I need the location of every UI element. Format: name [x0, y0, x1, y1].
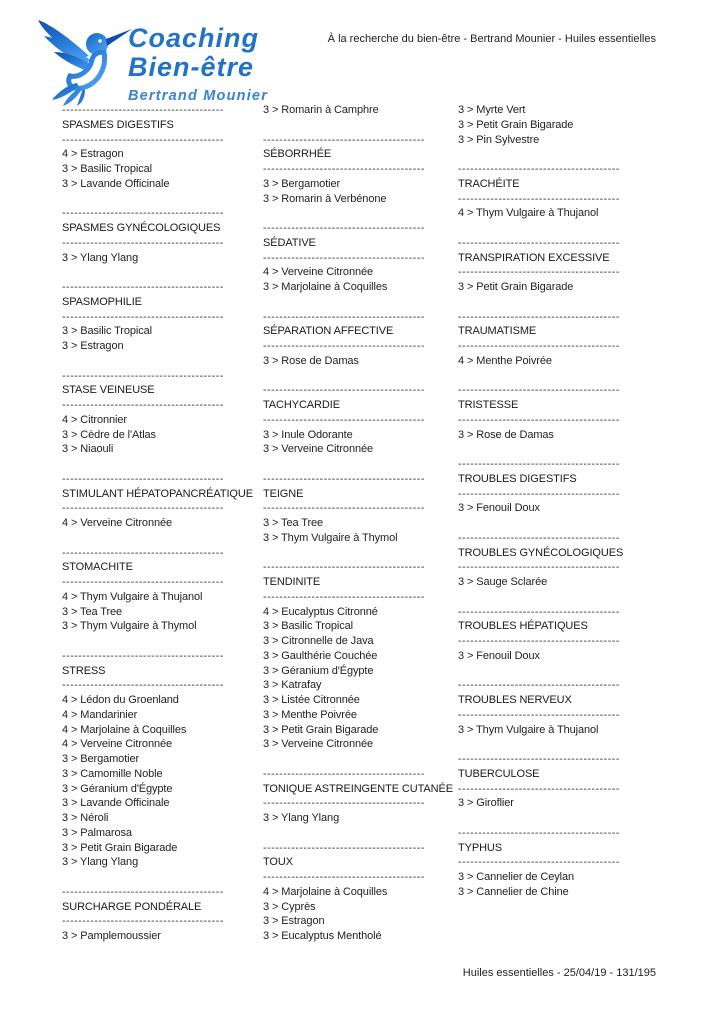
spacer-line [263, 826, 463, 841]
spacer-line [458, 811, 658, 826]
section-divider: ---------------------------------------- [62, 679, 224, 692]
remedy-line: 3 > Romarin à Camphre [263, 104, 379, 116]
spacer-line [458, 147, 658, 162]
section-title: TRACHÉITE [458, 177, 520, 190]
spacer-line [263, 752, 463, 767]
section-divider: ---------------------------------------- [458, 458, 620, 470]
remedy-line: 3 > Thym Vulgaire à Thymol [263, 531, 398, 544]
remedy-line: 4 > Menthe Poivrée [458, 354, 552, 367]
section-divider: ---------------------------------------- [458, 531, 620, 544]
remedy-line: 3 > Thym Vulgaire à Thujanol [458, 723, 599, 736]
section-divider: ---------------------------------------- [458, 826, 620, 839]
section-divider: ---------------------------------------- [263, 797, 425, 810]
remedy-line: 3 > Thym Vulgaire à Thymol [62, 620, 197, 633]
section-divider: ---------------------------------------- [263, 767, 425, 780]
column-2 [263, 103, 463, 944]
spacer-line [263, 206, 463, 221]
remedy-line: 3 > Bergamotier [263, 177, 341, 190]
remedy-line: 3 > Palmarosa [62, 826, 132, 839]
section-title: SÉBORRHÉE [263, 148, 332, 161]
section-divider: ---------------------------------------- [263, 561, 425, 574]
section-divider: ---------------------------------------- [263, 841, 425, 854]
remedy-line: 3 > Camomille Noble [62, 767, 163, 780]
section-title: SÉDATIVE [263, 236, 316, 249]
section-title: SPASMES DIGESTIFS [62, 118, 174, 131]
spacer-line [458, 590, 658, 605]
section-title: TENDINITE [263, 576, 321, 588]
remedy-line: 3 > Estragon [62, 340, 124, 352]
remedy-line: 3 > Sauge Sclarée [458, 576, 548, 588]
section-title: TRANSPIRATION EXCESSIVE [458, 251, 610, 264]
spacer-line [62, 457, 262, 472]
remedy-line: 3 > Myrte Vert [458, 104, 526, 116]
section-title: TEIGNE [263, 487, 304, 500]
remedy-line: 3 > Basilic Tropical [62, 163, 153, 175]
remedy-line: 3 > Romarin à Verbénone [263, 192, 387, 205]
remedy-line: 3 > Verveine Citronnée [263, 738, 374, 751]
section-divider: ---------------------------------------- [263, 251, 425, 264]
spacer-line [263, 295, 463, 310]
section-title: TROUBLES NERVEUX [458, 694, 572, 706]
remedy-line: 3 > Citronnelle de Java [263, 635, 374, 647]
remedy-line: 3 > Niaouli [62, 443, 114, 456]
section-title: SPASMOPHILIE [62, 295, 142, 308]
section-divider: ---------------------------------------- [62, 369, 224, 382]
spacer-line [458, 442, 658, 457]
section-divider: ---------------------------------------- [458, 384, 620, 397]
section-title: TROUBLES GYNÉCOLOGIQUES [458, 546, 624, 559]
remedy-line: 3 > Petit Grain Bigarade [263, 723, 379, 736]
section-divider: ---------------------------------------- [458, 310, 620, 323]
section-divider: ---------------------------------------- [62, 885, 224, 898]
spacer-line [263, 546, 463, 561]
remedy-line: 3 > Tea Tree [263, 517, 324, 529]
section-title: SURCHARGE PONDÉRALE [62, 900, 202, 913]
column-3 [458, 103, 658, 900]
section-divider: ---------------------------------------- [263, 310, 425, 323]
section-divider: ---------------------------------------- [62, 236, 224, 249]
section-divider: ---------------------------------------- [62, 281, 224, 293]
spacer-line [263, 457, 463, 472]
remedy-line: 3 > Cannelier de Chine [458, 885, 569, 898]
page-running-header: À la recherche du bien-être - Bertrand Mounier - Huiles essentielles [327, 33, 656, 45]
remedy-line: 4 > Verveine Citronnée [263, 266, 374, 279]
section-title: TOUX [263, 856, 293, 869]
remedy-line: 3 > Petit Grain Bigarade [458, 118, 574, 131]
spacer-line [62, 354, 262, 369]
section-divider: ---------------------------------------- [62, 133, 224, 146]
section-divider: ---------------------------------------- [458, 782, 620, 795]
section-divider: ---------------------------------------- [62, 472, 224, 485]
remedy-line: 3 > Basilic Tropical [263, 620, 354, 633]
remedy-line: 3 > Petit Grain Bigarade [62, 841, 178, 854]
remedy-line: 3 > Ylang Ylang [62, 251, 139, 264]
remedy-line: 3 > Inule Odorante [263, 428, 353, 441]
spacer-line [62, 634, 262, 649]
remedy-line: 4 > Estragon [62, 148, 124, 161]
remedy-line: 3 > Petit Grain Bigarade [458, 281, 574, 293]
spacer-line [263, 118, 463, 133]
section-divider: ---------------------------------------- [263, 413, 425, 426]
section-divider: ---------------------------------------- [62, 207, 224, 220]
remedy-line: 3 > Lavande Officinale [62, 177, 170, 190]
section-title: TRISTESSE [458, 399, 519, 411]
remedy-line: 4 > Thym Vulgaire à Thujanol [62, 590, 203, 603]
section-title: TONIQUE ASTREINGENTE CUTANÉE [263, 782, 453, 795]
section-divider: ---------------------------------------- [62, 546, 224, 559]
spacer-line [263, 369, 463, 384]
remedy-line: 3 > Basilic Tropical [62, 325, 153, 338]
remedy-line: 3 > Géranium d'Égypte [62, 782, 173, 795]
section-divider: ---------------------------------------- [62, 576, 224, 588]
remedy-line: 3 > Cèdre de l'Atlas [62, 428, 156, 441]
logo-text [128, 24, 268, 104]
remedy-line: 4 > Marjolaine à Coquilles [62, 723, 187, 736]
section-title: TUBERCULOSE [458, 767, 540, 780]
section-title: TACHYCARDIE [263, 399, 340, 411]
logo [34, 14, 268, 108]
spacer-line [62, 870, 262, 885]
section-divider: ---------------------------------------- [458, 163, 620, 175]
spacer-line [458, 737, 658, 752]
section-divider: ---------------------------------------- [458, 635, 620, 647]
remedy-line: 4 > Verveine Citronnée [62, 517, 173, 529]
remedy-line: 3 > Listée Citronnée [263, 694, 360, 706]
spacer-line [458, 369, 658, 384]
spacer-line [62, 192, 262, 207]
section-divider: ---------------------------------------- [263, 340, 425, 352]
remedy-line: 3 > Fenouil Doux [458, 502, 540, 515]
spacer-line [62, 531, 262, 546]
section-divider: ---------------------------------------- [263, 133, 425, 146]
section-divider: ---------------------------------------- [263, 222, 425, 234]
remedy-line: 3 > Eucalyptus Mentholé [263, 930, 382, 942]
remedy-line: 4 > Citronnier [62, 413, 127, 426]
section-divider: ---------------------------------------- [458, 605, 620, 618]
remedy-line: 3 > Rose de Damas [263, 354, 359, 367]
section-title: STIMULANT HÉPATOPANCRÉATIQUE [62, 487, 253, 500]
section-divider: ---------------------------------------- [263, 384, 425, 397]
section-divider: ---------------------------------------- [458, 266, 620, 279]
remedy-line: 3 > Cannelier de Ceylan [458, 871, 575, 883]
remedy-line: 3 > Géranium d'Égypte [263, 664, 374, 677]
remedy-line: 3 > Menthe Poivrée [263, 708, 357, 721]
remedy-line: 4 > Mandarinier [62, 708, 138, 721]
remedy-line: 4 > Thym Vulgaire à Thujanol [458, 207, 599, 220]
section-divider: ---------------------------------------- [263, 472, 425, 485]
section-divider: ---------------------------------------- [458, 753, 620, 765]
spacer-line [458, 221, 658, 236]
remedy-line: 3 > Rose de Damas [458, 428, 554, 441]
section-title: STRESS [62, 664, 106, 677]
section-title: TRAUMATISME [458, 325, 537, 338]
section-divider: ---------------------------------------- [62, 502, 224, 515]
remedy-line: 4 > Eucalyptus Citronné [263, 605, 378, 618]
section-title: STOMACHITE [62, 561, 133, 574]
remedy-line: 3 > Gaulthérie Couchée [263, 649, 378, 662]
spacer-line [62, 265, 262, 280]
remedy-line: 4 > Marjolaine à Coquilles [263, 885, 388, 898]
remedy-line: 3 > Fenouil Doux [458, 649, 540, 662]
spacer-line [458, 664, 658, 679]
logo-subtitle: Bertrand Mounier [128, 88, 269, 104]
section-divider: ---------------------------------------- [458, 487, 620, 500]
section-divider: ---------------------------------------- [263, 871, 425, 883]
section-divider: ---------------------------------------- [62, 104, 224, 116]
section-title: SPASMES GYNÉCOLOGIQUES [62, 222, 221, 234]
section-divider: ---------------------------------------- [62, 649, 224, 662]
remedy-line: 3 > Ylang Ylang [263, 812, 340, 824]
section-title: STASE VEINEUSE [62, 384, 155, 397]
remedy-line: 3 > Tea Tree [62, 605, 123, 618]
section-title: TYPHUS [458, 841, 503, 854]
section-title: TROUBLES DIGESTIFS [458, 472, 577, 485]
section-divider: ---------------------------------------- [458, 708, 620, 721]
remedy-line: 3 > Verveine Citronnée [263, 443, 374, 456]
remedy-line: 3 > Cyprès [263, 900, 316, 913]
remedy-line: 3 > Pin Sylvestre [458, 133, 540, 146]
section-divider: ---------------------------------------- [263, 163, 425, 175]
section-divider: ---------------------------------------- [458, 236, 620, 249]
remedy-line: 3 > Bergamotier [62, 753, 140, 765]
remedy-line: 4 > Lédon du Groenland [62, 694, 179, 706]
spacer-line [458, 516, 658, 531]
section-divider: ---------------------------------------- [263, 590, 425, 603]
section-divider: ---------------------------------------- [62, 915, 224, 928]
section-divider: ---------------------------------------- [263, 502, 425, 515]
section-divider: ---------------------------------------- [458, 192, 620, 205]
section-divider: ---------------------------------------- [458, 561, 620, 574]
section-divider: ---------------------------------------- [458, 340, 620, 352]
hummingbird-icon [34, 14, 134, 108]
section-divider: ---------------------------------------- [458, 413, 620, 426]
column-1 [62, 103, 262, 944]
section-title: SÉPARATION AFFECTIVE [263, 325, 394, 338]
remedy-line: 3 > Néroli [62, 812, 109, 824]
remedy-line: 3 > Giroflier [458, 797, 514, 810]
section-divider: ---------------------------------------- [62, 399, 224, 411]
logo-title-line2: Bien-être [128, 52, 255, 82]
remedy-line: 3 > Pamplemoussier [62, 930, 161, 942]
section-divider: ---------------------------------------- [62, 310, 224, 323]
remedy-line: 4 > Verveine Citronnée [62, 738, 173, 751]
section-divider: ---------------------------------------- [458, 679, 620, 692]
remedy-line: 3 > Lavande Officinale [62, 797, 170, 810]
spacer-line [458, 295, 658, 310]
page-footer: Huiles essentielles - 25/04/19 - 131/195 [462, 967, 656, 979]
remedy-line: 3 > Ylang Ylang [62, 856, 139, 869]
remedy-line: 3 > Marjolaine à Coquilles [263, 281, 388, 293]
section-title: TROUBLES HÉPATIQUES [458, 620, 588, 633]
remedy-line: 3 > Estragon [263, 915, 325, 928]
section-divider: ---------------------------------------- [458, 856, 620, 869]
logo-title-line1: Coaching [128, 23, 260, 53]
remedy-line: 3 > Katrafay [263, 679, 322, 692]
